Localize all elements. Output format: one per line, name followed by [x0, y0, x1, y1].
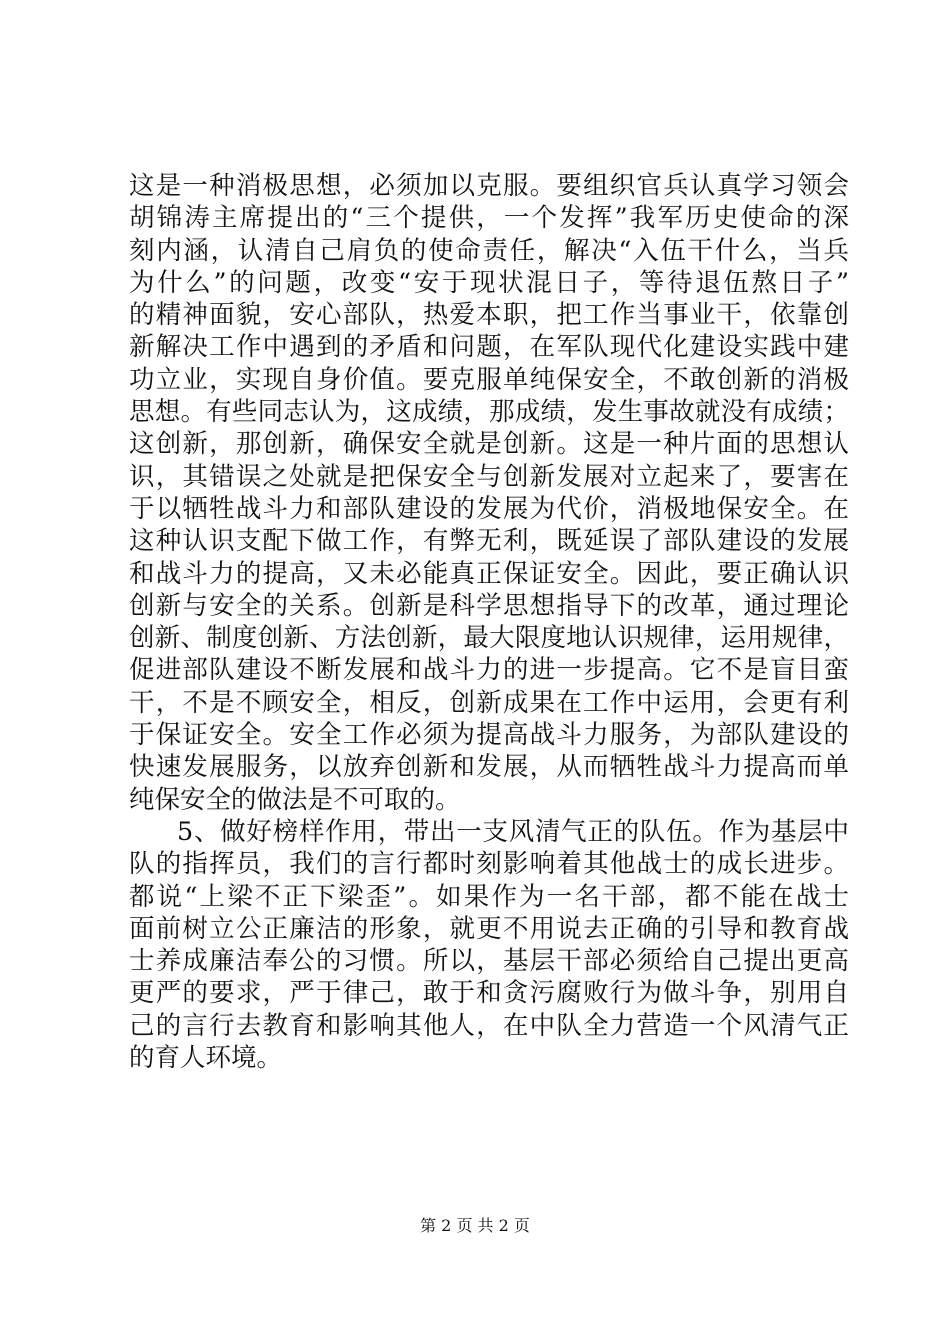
text-line: 这创新，那创新，确保安全就是创新。这是一种片面的思想认 — [129, 429, 849, 460]
text-line: 创新与安全的关系。创新是科学思想指导下的改革，通过理论 — [129, 590, 849, 621]
text-line: 于保证安全。安全工作必须为提高战斗力服务，为部队建设的 — [129, 720, 849, 751]
text-line: 快速发展服务，以放弃创新和发展，从而牺牲战斗力提高而单 — [129, 752, 849, 783]
text-line: 队的指挥员，我们的言行都时刻影响着其他战士的成长进步。 — [129, 849, 849, 880]
document-body — [129, 170, 849, 1074]
text-line: 士养成廉洁奉公的习惯。所以，基层干部必须给自己提出更高 — [129, 946, 849, 977]
text-line: 的育人环境。 — [129, 1043, 283, 1074]
paragraph-2 — [129, 816, 849, 1074]
text-line: 新解决工作中遇到的矛盾和问题，在军队现代化建设实践中建 — [129, 332, 849, 363]
text-line: 刻内涵，认清自己肩负的使命责任，解决“入伍干什么，当兵 — [129, 235, 849, 266]
text-line: 更严的要求，严于律己，敢于和贪污腐败行为做斗争，别用自 — [129, 978, 849, 1009]
text-line: 创新、制度创新、方法创新，最大限度地认识规律，运用规律， — [129, 623, 849, 654]
text-line: 面前树立公正廉洁的形象，就更不用说去正确的引导和教育战 — [129, 913, 849, 944]
text-line: 干，不是不顾安全，相反，创新成果在工作中运用，会更有利 — [129, 687, 849, 718]
text-line: 功立业，实现自身价值。要克服单纯保安全，不敢创新的消极 — [129, 364, 849, 395]
text-line: 都说“上梁不正下梁歪”。如果作为一名干部，都不能在战士 — [129, 881, 849, 912]
page-number-footer: 第 2 页 共 2 页 — [420, 1216, 530, 1235]
text-line: 于以牺牲战斗力和部队建设的发展为代价，消极地保安全。在 — [129, 493, 849, 524]
text-line: 识，其错误之处就是把保安全与创新发展对立起来了，要害在 — [129, 461, 849, 492]
text-line: 促进部队建设不断发展和战斗力的进一步提高。它不是盲目蛮 — [129, 655, 849, 686]
text-line: 为什么”的问题，改变“安于现状混日子，等待退伍熬日子” — [129, 267, 849, 298]
text-line: 5、做好榜样作用，带出一支风清气正的队伍。作为基层中 — [177, 816, 849, 847]
text-line: 己的言行去教育和影响其他人，在中队全力营造一个风清气正 — [129, 1010, 849, 1041]
text-line: 纯保安全的做法是不可取的。 — [129, 784, 461, 815]
text-line: 的精神面貌，安心部队，热爱本职，把工作当事业干，依靠创 — [129, 300, 849, 331]
text-line: 这种认识支配下做工作，有弊无利，既延误了部队建设的发展 — [129, 526, 849, 557]
text-line: 思想。有些同志认为，这成绩，那成绩，发生事故就没有成绩； — [129, 397, 849, 428]
text-line: 胡锦涛主席提出的“三个提供，一个发挥”我军历史使命的深 — [129, 203, 849, 234]
paragraph-1 — [129, 170, 849, 816]
text-line: 和战斗力的提高，又未必能真正保证安全。因此，要正确认识 — [129, 558, 849, 589]
text-line: 这是一种消极思想，必须加以克服。要组织官兵认真学习领会 — [129, 171, 849, 201]
